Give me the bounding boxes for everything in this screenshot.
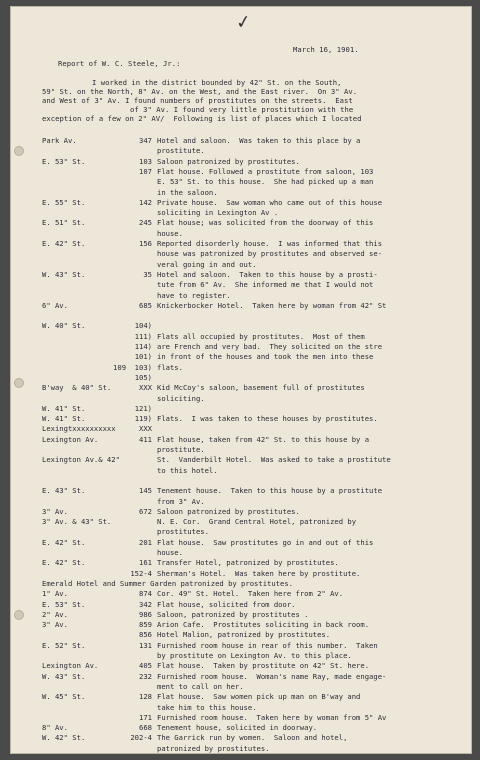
place-description: Arion Cafe. Prostitutes soliciting in back room. — [157, 620, 370, 630]
list-item — [42, 137, 452, 145]
place-description: soliciting. — [157, 393, 205, 403]
street-number: 347 — [139, 136, 152, 145]
location-label: Lexingtxxxxxxxxxx — [42, 424, 116, 434]
list-item — [42, 539, 452, 547]
list-item — [42, 631, 452, 639]
street-number: 111) — [134, 331, 152, 341]
document-page — [10, 6, 472, 754]
street-number: 668 — [139, 723, 152, 733]
place-description: veral going in and out. — [157, 259, 257, 269]
place-description: soliciting in Lexington Av . — [157, 208, 279, 218]
location-label: Emerald Hotel and Summer Garden patronized by prostitutes. — [42, 578, 293, 588]
location-label: E. 53" St. — [42, 156, 86, 166]
list-item — [42, 580, 452, 588]
list-item — [42, 261, 452, 269]
place-description: Reported disorderly house. I was informed that this — [157, 239, 383, 248]
place-description: in front of the houses and took the men into these — [157, 352, 374, 362]
place-description: Flat house; was solicited from the doorway of this — [157, 218, 374, 228]
street-number: 131 — [139, 640, 152, 650]
list-item — [42, 611, 452, 619]
street-number: 103 — [139, 156, 152, 166]
street-number: 171 — [139, 712, 152, 722]
location-label: 1" Av. — [42, 589, 68, 599]
place-description: house was patronized by prostitutes and observed se- — [157, 249, 383, 259]
intro-line: and West of 3" Av. I found numbers of prostitutes on the streets. East — [42, 96, 353, 105]
list-item — [42, 673, 452, 681]
location-label: W. 43" St. — [42, 671, 86, 681]
list-item — [42, 590, 452, 598]
list-item — [42, 405, 452, 413]
location-label: Lexington Av. — [42, 434, 99, 444]
street-number: 161 — [139, 558, 152, 568]
place-description: have to register. — [157, 290, 231, 300]
street-number: 152-4 — [130, 568, 152, 578]
location-label: W. 41" St. — [42, 403, 86, 413]
street-number: 128 — [139, 692, 152, 702]
place-description: prostitute. — [157, 146, 205, 156]
street-number: 874 — [139, 589, 152, 599]
list-item — [42, 714, 452, 722]
street-number: 672 — [139, 506, 152, 516]
list-item — [42, 395, 452, 403]
location-label: E. 43" St. — [42, 486, 86, 496]
place-description: in the saloon. — [157, 187, 218, 197]
street-number: 145 — [139, 486, 152, 496]
report-date: March 16, 1901. — [293, 45, 359, 54]
location-label: E. 51" St. — [42, 218, 86, 228]
list-item — [42, 168, 452, 176]
place-description: N. E. Cor. Grand Central Hotel, patronized by — [157, 517, 357, 527]
list-item — [42, 147, 452, 155]
place-description: flats. — [157, 362, 183, 372]
street-number: 121) — [134, 403, 152, 413]
place-description: Flat house. Saw prostitutes go in and out of this — [157, 537, 374, 547]
street-number: 411 — [139, 434, 152, 444]
place-description: Sherman's Hotel. Was taken here by prostitute. — [157, 568, 361, 578]
location-label: 6" Av. — [42, 300, 68, 310]
location-label: 3" Av. — [42, 506, 68, 516]
list-item — [42, 302, 452, 310]
list-item — [42, 343, 452, 351]
street-number: 245 — [139, 218, 152, 228]
intro-line: 59" St. on the North, 8" Av. on the West, and the East river. On 3" Av. — [42, 87, 358, 96]
location-label: E. 42" St. — [42, 239, 86, 248]
street-number: 856 — [139, 630, 152, 640]
location-label: E. 42" St. — [42, 537, 86, 547]
place-description: Furnished room house. Taken here by woman from 5" Av — [157, 712, 387, 722]
street-number: 156 — [139, 239, 152, 248]
list-item — [42, 498, 452, 506]
place-description: Kid McCoy's saloon, basement full of prostitutes — [157, 383, 365, 393]
street-number: 35 — [143, 269, 152, 279]
location-label: Lexington Av. — [42, 661, 99, 671]
street-number: 119) — [134, 414, 152, 424]
location-label: 3" Av. — [42, 620, 68, 630]
place-description: Flats. I was taken to these houses by prostitutes. — [157, 414, 378, 424]
place-description: Tenement house, solicited in doorway. — [157, 723, 318, 733]
place-description: house. — [157, 228, 183, 238]
place-description: house. — [157, 548, 183, 557]
list-item — [42, 230, 452, 238]
location-label: Lexington Av.& 42" — [42, 455, 120, 465]
location-label: E. 42" St. — [42, 558, 86, 568]
list-item — [42, 178, 452, 186]
list-item — [42, 281, 452, 289]
list-item — [42, 353, 452, 361]
street-number: 142 — [139, 197, 152, 207]
list-item — [42, 415, 452, 423]
intro-line: of 3" Av. I found very little prostitution with the — [130, 105, 354, 114]
place-description: Hotel and saloon. Taken to this house by a prosti- — [157, 269, 378, 279]
punch-hole — [14, 146, 24, 156]
list-item — [42, 601, 452, 609]
place-description: Saloon patronized by prostitutes. — [157, 156, 300, 166]
location-label: E. 53" St. — [42, 599, 86, 609]
location-label: Park Av. — [42, 136, 77, 145]
place-description: Flat house. Followed a prostitute from saloon, 103 — [157, 166, 374, 176]
place-description: prostitutes. — [157, 527, 209, 537]
place-description: Saloon patronized by prostitutes. — [157, 506, 300, 516]
place-description: by prostitute on Lexington Av. to this place. — [157, 651, 352, 660]
list-item — [42, 477, 452, 485]
street-number: 101) — [134, 352, 152, 362]
list-item — [42, 652, 452, 660]
place-description: Furnished room house in rear of this number. Taken — [157, 640, 378, 650]
place-description: prostitute. — [157, 445, 205, 454]
location-label: W. 40" St. — [42, 321, 86, 331]
punch-hole — [14, 378, 24, 388]
list-item — [42, 219, 452, 227]
report-title: Report of W. C. Steele, Jr.: — [58, 59, 181, 68]
place-description: tute from 6" Av. She informed me that I would not — [157, 280, 374, 290]
list-item — [42, 518, 452, 526]
place-description: Flats all occupied by prostitutes. Most of them — [157, 331, 365, 341]
street-number: XXX — [139, 383, 152, 393]
list-item — [42, 333, 452, 341]
list-item — [42, 693, 452, 701]
list-item — [42, 322, 452, 330]
list-item — [42, 621, 452, 629]
location-label: W. 43" St. — [42, 269, 86, 279]
street-number: 114) — [134, 342, 152, 351]
list-item — [42, 456, 452, 464]
list-item — [42, 199, 452, 207]
place-description: are French and very bad. They solicited on the stre — [157, 342, 383, 351]
location-label: 3" Av. & 43" St. — [42, 517, 112, 527]
place-description: Cor. 49" St. Hotel. Taken here from 2" Av. — [157, 589, 344, 599]
list-item — [42, 189, 452, 197]
place-description: E. 53" St. to this house. She had picked up a man — [157, 177, 374, 187]
place-description: ment to call on her. — [157, 681, 244, 691]
list-item — [42, 508, 452, 516]
list-item — [42, 312, 452, 320]
place-description: Saloon, patronized by prostitutes . — [157, 609, 309, 619]
location-label: 2" Av. — [42, 609, 68, 619]
place-description: Flat house, solicited from door. — [157, 599, 296, 609]
list-item — [42, 745, 452, 753]
street-number: 105) — [134, 372, 152, 382]
list-item — [42, 446, 452, 454]
location-label: 8" Av. — [42, 723, 68, 733]
place-description: Hotel Malion, patronized by prostitutes. — [157, 630, 331, 640]
place-description: St. Vanderbilt Hotel. Was asked to take a prostitute — [157, 455, 391, 465]
location-label: W. 45" St. — [42, 692, 86, 702]
location-label: B'way & 40" St. — [42, 383, 112, 393]
place-description: Flat house. Taken by prostitute on 42" St. here. — [157, 661, 370, 671]
list-item — [42, 271, 452, 279]
street-number: XXX — [139, 424, 152, 434]
list-item — [42, 374, 452, 382]
list-item — [42, 570, 452, 578]
location-label: W. 42" St. — [42, 733, 86, 743]
street-number: 685 — [139, 300, 152, 310]
street-number: 202-4 — [130, 733, 152, 743]
street-number: 232 — [139, 671, 152, 681]
place-description: The Garrick run by women. Saloon and hotel, — [157, 733, 348, 743]
place-description: Hotel and saloon. Was taken to this place by a — [157, 136, 361, 145]
place-description: Flat house. Saw women pick up man on B'way and — [157, 692, 361, 702]
place-description: patronized by prostitutes. — [157, 743, 270, 753]
street-number: 342 — [139, 599, 152, 609]
street-number: 986 — [139, 609, 152, 619]
list-item — [42, 436, 452, 444]
list-item — [42, 642, 452, 650]
street-number: 859 — [139, 620, 152, 630]
list-item — [42, 467, 452, 475]
location-label: E. 55" St. — [42, 197, 86, 207]
punch-hole — [14, 610, 24, 620]
place-description: from 3" Av. — [157, 496, 205, 506]
place-description: Private house. Saw woman who came out of this house — [157, 197, 383, 207]
list-item — [42, 549, 452, 557]
list-item — [42, 425, 452, 433]
place-description: to this hotel. — [157, 465, 218, 475]
list-item — [42, 683, 452, 691]
list-item — [42, 364, 452, 372]
list-item — [42, 704, 452, 712]
list-item — [42, 384, 452, 392]
place-description: Flat house, taken from 42" St. to this house by a — [157, 434, 370, 444]
list-item — [42, 158, 452, 166]
list-item — [42, 292, 452, 300]
list-item — [42, 528, 452, 536]
list-item — [42, 734, 452, 742]
street-number: 201 — [139, 537, 152, 547]
intro-line: exception of a few on 2" AV/ Following is list of places which I located — [42, 114, 362, 123]
place-description: Knickerbocker Hotel. Taken here by woman from 42" St — [157, 300, 387, 310]
place-description: Transfer Hotel, patronized by prostitutes. — [157, 558, 339, 568]
street-number: 104) — [134, 321, 152, 331]
list-item — [42, 487, 452, 495]
list-item — [42, 250, 452, 258]
location-label: E. 52" St. — [42, 640, 86, 650]
street-number: 107 — [139, 166, 152, 176]
street-number: 109 103) — [113, 362, 152, 372]
place-description: Tenement house. Taken to this house by a prostitute — [157, 486, 383, 496]
location-label: W. 41" St. — [42, 414, 86, 424]
list-item — [42, 662, 452, 670]
check-mark: ✓ — [234, 11, 253, 34]
list-item — [42, 240, 452, 248]
list-item — [42, 559, 452, 567]
intro-line: I worked in the district bounded by 42" St. on the South, — [92, 78, 342, 87]
place-description: take him to this house. — [157, 702, 257, 712]
list-item — [42, 209, 452, 217]
place-description: Furnished room house. Woman's name Ray, made engage- — [157, 671, 387, 681]
list-item — [42, 724, 452, 732]
street-number: 405 — [139, 661, 152, 671]
